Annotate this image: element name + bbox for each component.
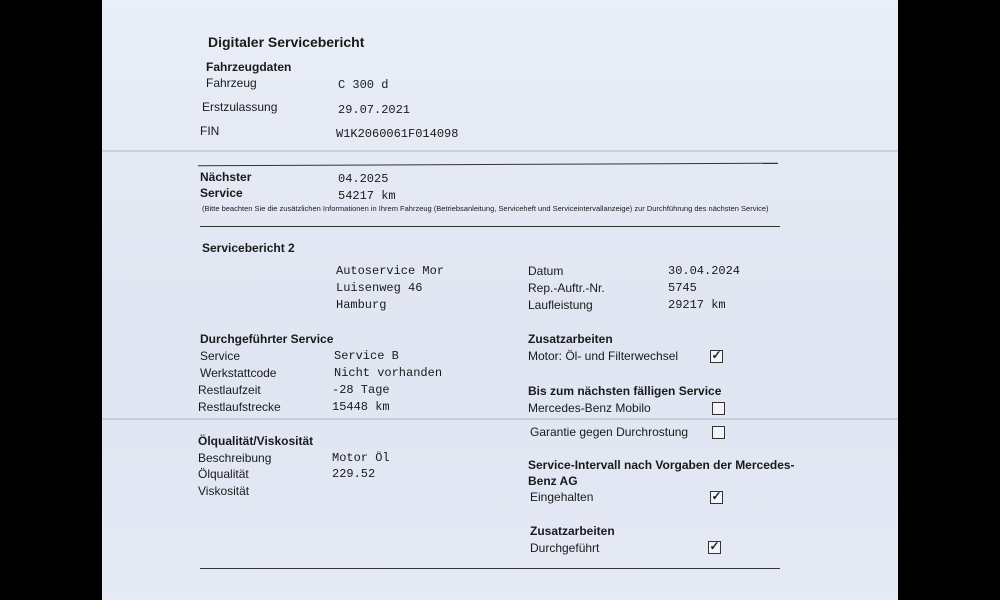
oil-description-value: Motor Öl (332, 451, 390, 465)
check-icon: ✓ (711, 348, 722, 362)
service-report-heading: Servicebericht 2 (202, 241, 295, 255)
divider (198, 163, 778, 167)
until-next-service-heading: Bis zum nächsten fälligen Service (528, 384, 722, 398)
report-title: Digitaler Servicebericht (208, 34, 365, 50)
repair-order-label: Rep.-Auftr.-Nr. (528, 281, 605, 295)
oil-filter-change-checkbox[interactable] (710, 350, 723, 363)
mileage-label: Laufleistung (528, 298, 593, 312)
performed-checkbox[interactable] (708, 541, 721, 554)
paper-fold-line (102, 150, 898, 152)
vin-value: W1K2060061F014098 (336, 127, 459, 141)
vehicle-value: C 300 d (338, 78, 389, 92)
check-icon: ✓ (709, 539, 720, 553)
service-report-paper (102, 0, 898, 600)
additional-work-2-heading: Zusatzarbeiten (530, 524, 615, 538)
service-label: Service (200, 349, 241, 363)
performed-label: Durchgeführt (530, 541, 600, 555)
interval-kept-checkbox[interactable] (710, 491, 723, 504)
oil-filter-change-label: Motor: Öl- und Filterwechsel (528, 349, 679, 363)
workshop-code-label: Werkstattcode (200, 366, 277, 380)
interval-kept-label: Eingehalten (530, 490, 594, 504)
oil-heading: Ölqualität/Viskosität (198, 434, 314, 448)
viscosity-label: Viskosität (198, 484, 250, 498)
oil-quality-value: 229.52 (332, 467, 376, 481)
workshop-code-value: Nicht vorhanden (334, 366, 443, 380)
service-interval-heading-line1: Service-Intervall nach Vorgaben der Mercedes- (528, 458, 795, 472)
remaining-time-value: -28 Tage (332, 383, 390, 397)
oil-quality-label: Ölqualität (198, 467, 249, 481)
vin-label: FIN (200, 124, 220, 138)
mobilo-checkbox[interactable] (712, 402, 725, 415)
paper-fold-line (102, 418, 898, 420)
service-value: Service B (334, 349, 399, 363)
mileage-value: 29217 km (668, 298, 726, 312)
workshop-name: Autoservice Mor (336, 264, 445, 278)
next-service-note: (Bitte beachten Sie die zusätzlichen Informationen in Ihrem Fahrzeug (Betriebsanleitung, Serviceheft und Serviceintervallanzeige) zur Durchführung des nächsten Service) (202, 204, 769, 213)
next-service-date: 04.2025 (338, 172, 389, 186)
performed-service-heading: Durchgeführter Service (200, 332, 334, 346)
oil-description-label: Beschreibung (198, 451, 272, 465)
workshop-city: Hamburg (336, 298, 387, 312)
mobilo-label: Mercedes-Benz Mobilo (528, 401, 651, 415)
divider (200, 226, 780, 227)
workshop-street: Luisenweg 46 (336, 281, 423, 295)
check-icon: ✓ (711, 489, 722, 503)
remaining-time-label: Restlaufzeit (198, 383, 261, 397)
date-value: 30.04.2024 (668, 264, 741, 278)
additional-work-heading: Zusatzarbeiten (528, 332, 613, 346)
first-registration-value: 29.07.2021 (338, 103, 411, 117)
next-service-label-line1: Nächster (200, 170, 252, 184)
repair-order-value: 5745 (668, 281, 697, 295)
rust-warranty-label: Garantie gegen Durchrostung (530, 425, 689, 439)
vehicle-data-heading: Fahrzeugdaten (206, 60, 292, 74)
remaining-distance-value: 15448 km (332, 400, 390, 414)
date-label: Datum (528, 264, 564, 278)
rust-warranty-checkbox[interactable] (712, 426, 725, 439)
vehicle-label: Fahrzeug (206, 76, 257, 90)
next-service-label-line2: Service (200, 186, 243, 200)
service-interval-heading-line2: Benz AG (528, 474, 578, 488)
remaining-distance-label: Restlaufstrecke (198, 400, 281, 414)
divider (200, 568, 780, 569)
next-service-km: 54217 km (338, 189, 396, 203)
first-registration-label: Erstzulassung (202, 100, 278, 114)
